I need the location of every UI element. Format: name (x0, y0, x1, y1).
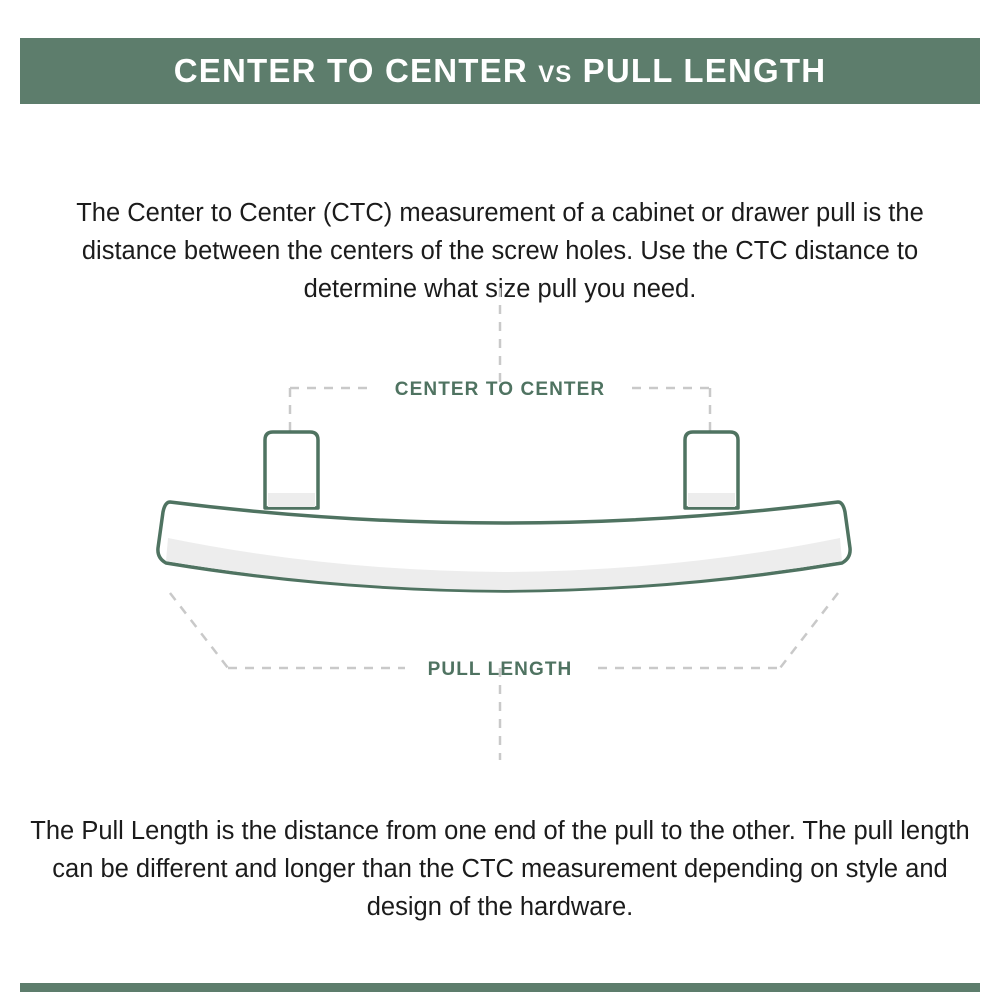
cabinet-pull-illustration (158, 432, 850, 591)
title-part-one: CENTER TO CENTER (173, 52, 528, 89)
left-post-shadow (268, 493, 315, 507)
pull-left-diagonal (170, 593, 228, 668)
title-part-two: PULL LENGTH (582, 52, 827, 89)
footer-bar (20, 983, 980, 992)
outro-paragraph: The Pull Length is the distance from one end of the pull to the other. The pull length can be different and longer than the CTC measurement depending on style and design of the hardware. (30, 816, 970, 921)
ctc-label: CENTER TO CENTER (394, 379, 606, 400)
pull-right-diagonal (780, 593, 838, 668)
pull-diagram (0, 280, 1000, 770)
intro-paragraph: The Center to Center (CTC) measurement of a cabinet or drawer pull is the distance between the centers of the screw holes. Use the CTC distance to determine what size pull you need. (76, 198, 924, 303)
ctc-guide-lines (290, 288, 710, 440)
title-vs: VS (538, 61, 573, 88)
page-title (174, 52, 826, 90)
header-bar (20, 38, 980, 104)
pull-length-label: PULL LENGTH (427, 659, 573, 680)
right-post-shadow (688, 493, 735, 507)
